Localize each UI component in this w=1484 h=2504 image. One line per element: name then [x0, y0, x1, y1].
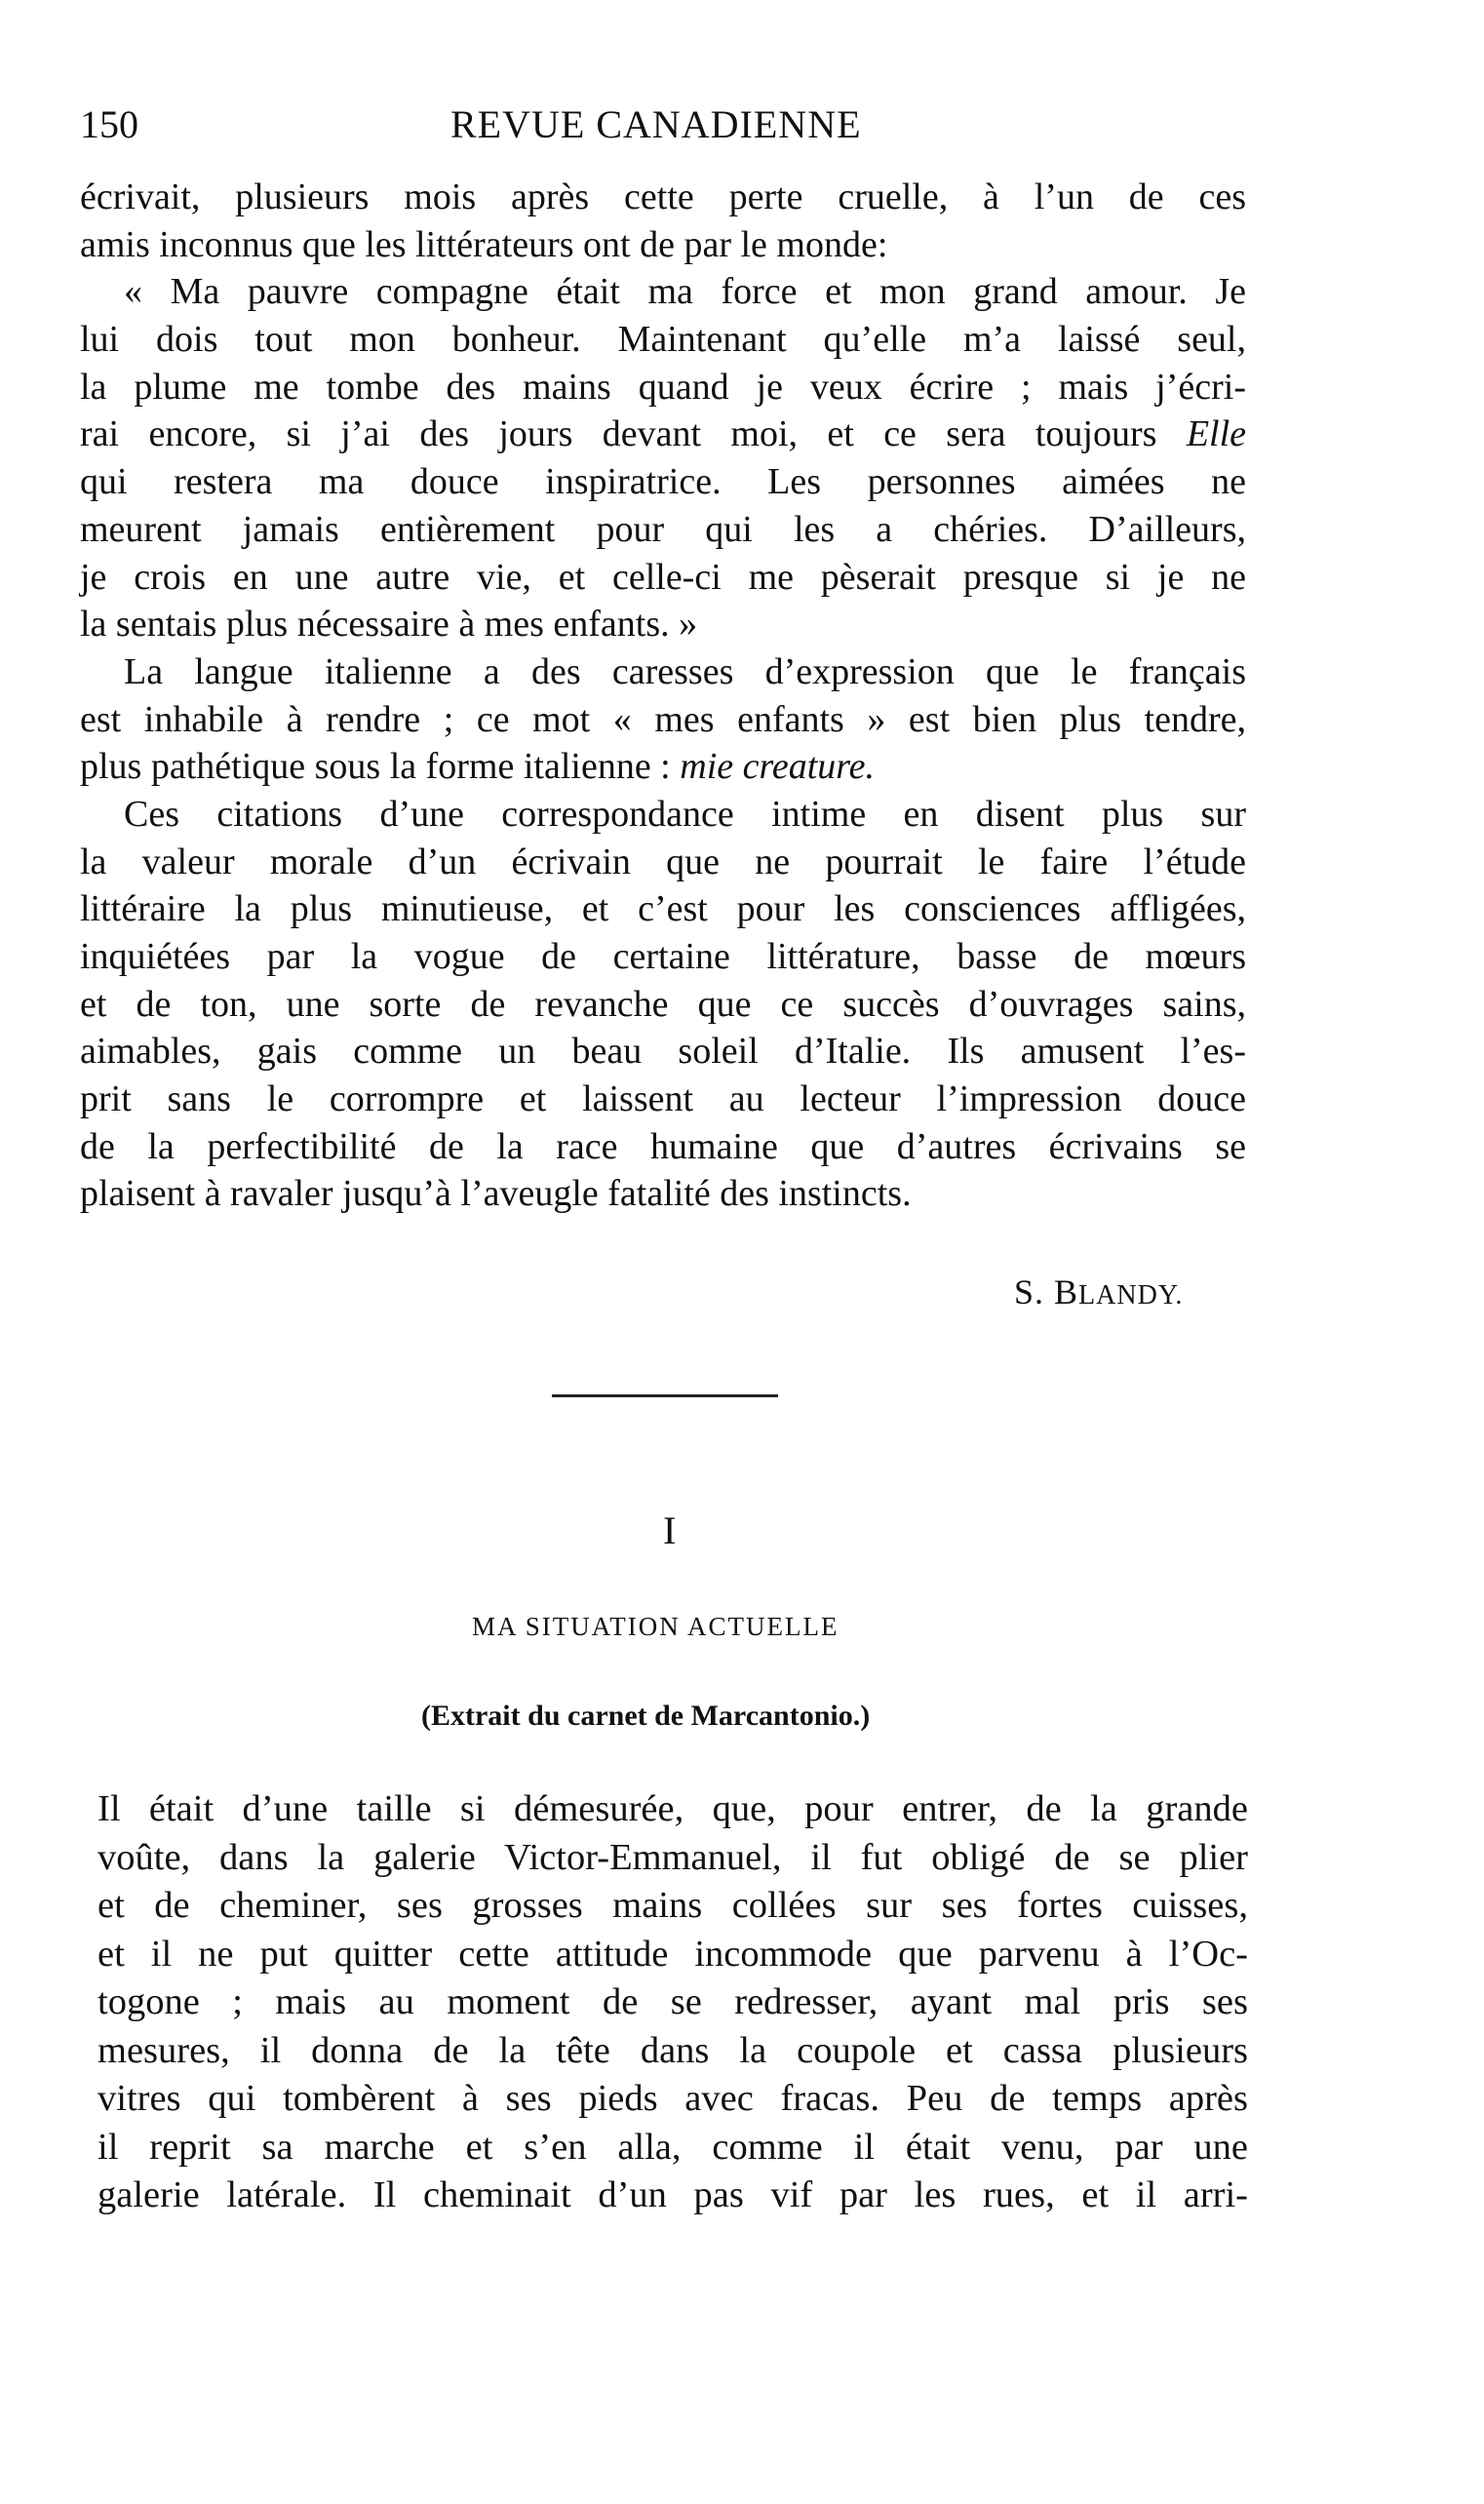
text-line: qui restera ma douce inspiratrice. Les personnes aimées ne	[80, 461, 1246, 503]
text-line: amis inconnus que les littérateurs ont de par le monde:	[80, 223, 888, 265]
text-line: et il ne put quitter cette attitude incommode que parvenu à l’Oc-	[98, 1933, 1248, 1975]
signature-initial: S. B	[1014, 1272, 1079, 1311]
text-line: et de ton, une sorte de revanche que ce succès d’ouvrages sains,	[80, 983, 1246, 1025]
text-line: Il était d’une taille si démesurée, que, pour entrer, de la grande	[98, 1788, 1248, 1829]
italic-phrase: mie creature.	[680, 746, 876, 788]
page-number: 150	[80, 102, 138, 146]
text-line: Ces citations d’une correspondance intime en disent plus sur	[124, 793, 1246, 835]
text-line: galerie latérale. Il cheminait d’un pas vif par les rues, et il arri-	[98, 2174, 1248, 2215]
text-line: il reprit sa marche et s’en alla, comme il était venu, par une	[98, 2126, 1248, 2168]
text-line: « Ma pauvre compagne était ma force et mon grand amour. Je	[124, 271, 1246, 313]
chapter-subtitle: (Extrait du carnet de Marcantonio.)	[421, 1700, 871, 1732]
text-line: littéraire la plus minutieuse, et c’est pour les consciences affligées,	[80, 888, 1246, 930]
text-line: la sentais plus nécessaire à mes enfants. »	[80, 604, 698, 646]
text-line: aimables, gais comme un beau soleil d’Italie. Ils amusent l’es-	[80, 1031, 1246, 1073]
text-line: et de cheminer, ses grosses mains collées sur ses fortes cuisses,	[98, 1885, 1248, 1926]
text-line: la valeur morale d’un écrivain que ne pourrait le faire l’étude	[80, 841, 1246, 882]
text-line	[80, 411, 1246, 458]
running-head	[80, 96, 1250, 154]
text-line: de la perfectibilité de la race humaine que d’autres écrivains se	[80, 1125, 1246, 1167]
text-line: la plume me tombe des mains quand je veux écrire ; mais j’écri-	[80, 366, 1246, 408]
text-line: mesures, il donna de la tête dans la coupole et cassa plusieurs	[98, 2029, 1248, 2071]
author-signature	[1014, 1268, 1183, 1320]
text-line: est inhabile à rendre ; ce mot « mes enfants » est bien plus tendre,	[80, 698, 1246, 740]
running-title: REVUE CANADIENNE	[450, 102, 862, 146]
text-line: voûte, dans la galerie Victor-Emmanuel, il fut obligé de se plier	[98, 1836, 1248, 1878]
signature-rest: LANDY.	[1078, 1280, 1184, 1311]
text-line	[80, 743, 1246, 791]
chapter-body	[98, 1785, 1248, 2220]
text-line: togone ; mais au moment de se redresser, ayant mal pris ses	[98, 1981, 1248, 2022]
italic-word: Elle	[1186, 413, 1247, 455]
section-divider	[552, 1394, 778, 1397]
text-line: plaisent à ravaler jusqu’à l’aveugle fatalité des instincts.	[80, 1173, 912, 1215]
text-line: meurent jamais entièrement pour qui les a chéries. D’ailleurs,	[80, 508, 1246, 550]
text-line: lui dois tout mon bonheur. Maintenant qu’elle m’a laissé seul,	[80, 319, 1246, 361]
text-line: La langue italienne a des caresses d’expression que le français	[124, 650, 1246, 692]
text-line: inquiétées par la vogue de certaine littérature, basse de mœurs	[80, 936, 1246, 977]
text-line: je crois en une autre vie, et celle-ci me pèserait presque si je ne	[80, 556, 1246, 598]
text-segment: rai encore, si j’ai des jours devant moi, et ce sera toujours	[80, 413, 1157, 455]
text-line: prit sans le corrompre et laissent au lecteur l’impression douce	[80, 1078, 1246, 1120]
article-conclusion	[80, 174, 1246, 1218]
text-line: écrivait, plusieurs mois après cette perte cruelle, à l’un de ces	[80, 176, 1246, 217]
text-line: vitres qui tombèrent à ses pieds avec fracas. Peu de temps après	[98, 2078, 1248, 2119]
chapter-title: MA SITUATION ACTUELLE	[472, 1612, 840, 1641]
text-segment: plus pathétique sous la forme italienne :	[80, 746, 671, 788]
chapter-numeral: I	[663, 1508, 677, 1552]
